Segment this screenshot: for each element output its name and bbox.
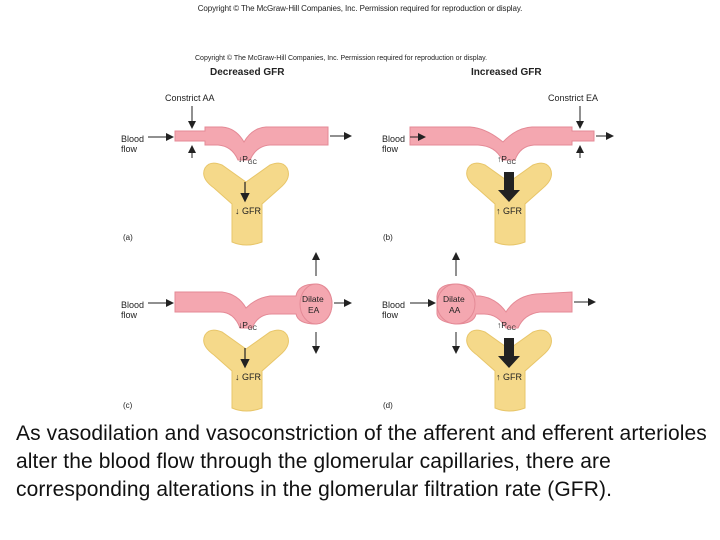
panel-b [382, 93, 612, 245]
pgc-label: $↓P_{GC}$ [238, 320, 257, 332]
panel-c [121, 254, 350, 411]
pgc-label: $↓P_{GC}$ [238, 154, 257, 166]
gfr-label: ↑ GFR [496, 206, 522, 216]
flow-label: flow [382, 144, 399, 154]
blood-label: Blood [382, 300, 406, 310]
pgc-label: $↑P_{GC}$ [497, 320, 516, 332]
caption-text: As vasodilation and vasoconstriction of the afferent and efferent arterioles alter the blood flow through the glomerular capillaries, there are corresponding alterations in the glomerular filtration rate (GFR). [16, 422, 707, 501]
gfr-label: ↓ GFR [235, 206, 261, 216]
blood-label: Blood [382, 134, 406, 144]
panel-tag: (a) [123, 233, 133, 242]
panel-tag: (c) [123, 401, 133, 410]
flow-label: flow [382, 310, 399, 320]
blood-label: Blood [121, 300, 145, 310]
tubule-shape [204, 330, 289, 411]
dilate-ea-label: Dilate [302, 294, 324, 304]
heading-decreased-gfr: Decreased GFR [210, 67, 285, 78]
blood-label: Blood [121, 134, 145, 144]
dilate-aa-label-2: AA [449, 305, 461, 315]
panel-d [382, 254, 594, 411]
vessel-shape [175, 127, 328, 160]
flow-label: flow [121, 144, 138, 154]
panel-a [121, 93, 350, 245]
copyright-notice-top: Copyright © The McGraw-Hill Companies, Inc. Permission required for reproduction or display. [197, 4, 523, 13]
dilated-arteriole [437, 284, 475, 324]
copyright-notice-inner: Copyright © The McGraw-Hill Companies, Inc. Permission required for reproduction or display. [195, 55, 488, 62]
panel-tag: (d) [383, 401, 393, 410]
heading-increased-gfr: Increased GFR [471, 67, 542, 78]
gfr-label: ↓ GFR [235, 372, 261, 382]
constrict-aa-label: Constrict AA [165, 93, 215, 103]
constrict-ea-label: Constrict EA [548, 93, 599, 103]
flow-label: flow [121, 310, 138, 320]
panel-tag: (b) [383, 233, 393, 242]
gfr-label: ↑ GFR [496, 372, 522, 382]
dilate-ea-label-2: EA [308, 305, 320, 315]
dilated-arteriole [300, 284, 332, 324]
pgc-label: $↑P_{GC}$ [497, 154, 516, 166]
dilate-aa-label: Dilate [443, 294, 465, 304]
tubule-shape [204, 163, 289, 245]
